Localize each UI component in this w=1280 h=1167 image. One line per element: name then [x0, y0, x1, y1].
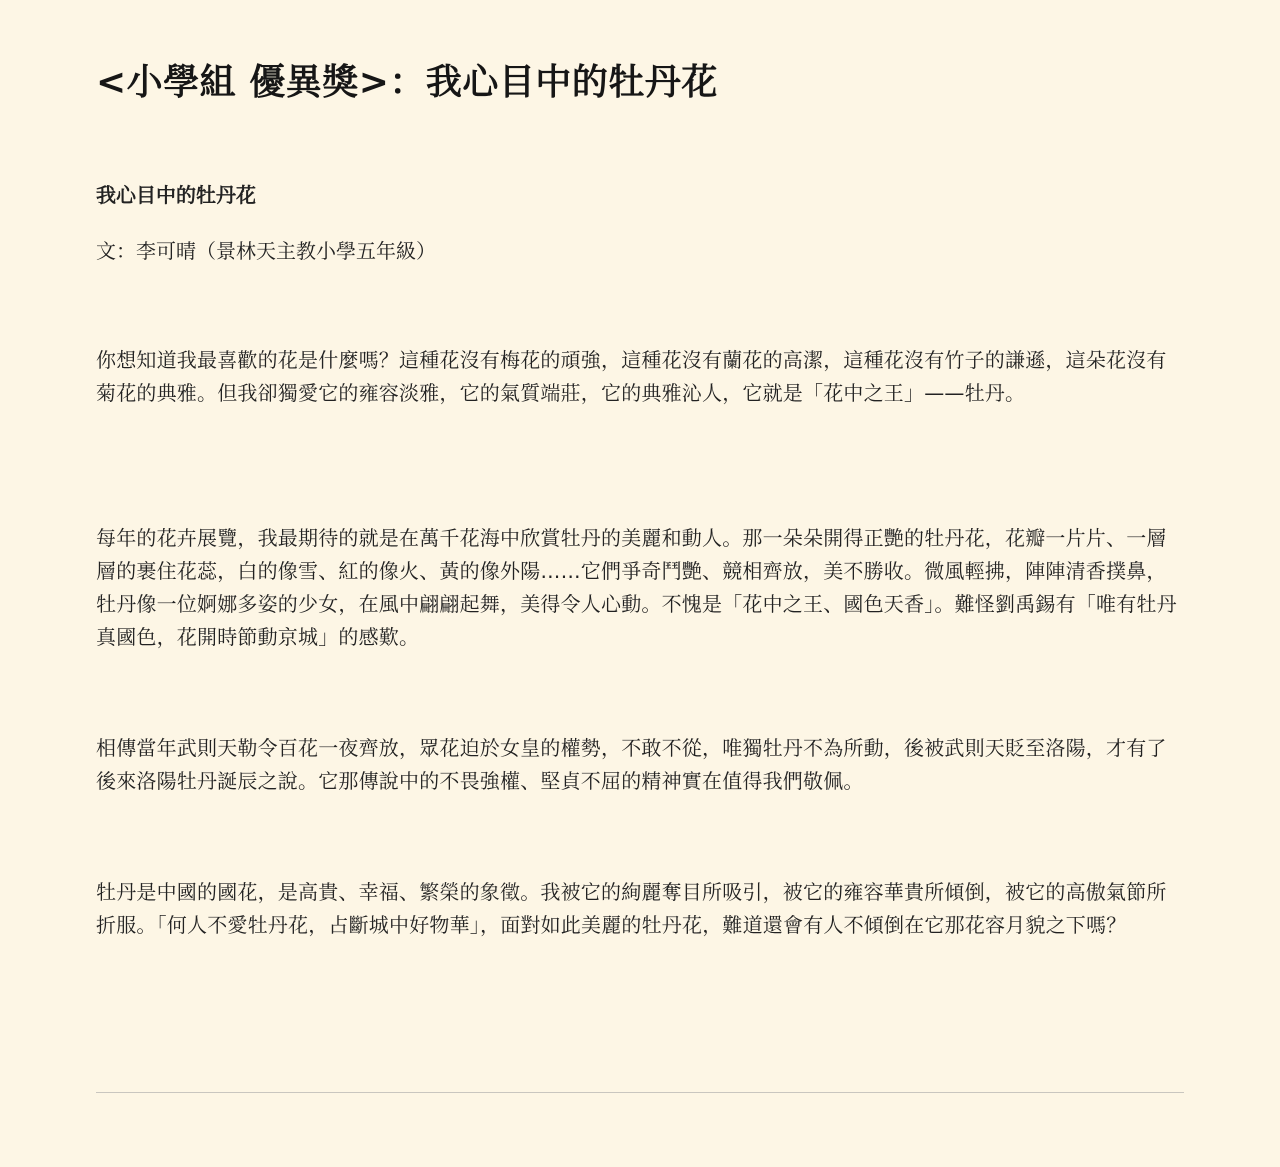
page-title: <小學組 優異獎>：我心目中的牡丹花 [96, 62, 718, 103]
paragraph-2: 每年的花卉展覽，我最期待的就是在萬千花海中欣賞牡丹的美麗和動人。那一朵朵開得正艷的牡丹花，花瓣一片片、一層層的裹住花蕊，白的像雪、紅的像火、黃的像外陽……它們爭奇鬥艷、競相齊放，美不勝收。微風輕拂，陣陣清香撲鼻，牡丹像一位婀娜多姿的少女，在風中翩翩起舞，美得令人心動。不愧是「花中之王、國色天香」。難怪劉禹錫有「唯有牡丹真國色，花開時節動京城」的感歎。 [96, 526, 1177, 649]
paragraph-3: 相傳當年武則天勒令百花一夜齊放，眾花迫於女皇的權勢，不敢不從，唯獨牡丹不為所動，後被武則天貶至洛陽，才有了後來洛陽牡丹誕辰之說。它那傳說中的不畏強權、堅貞不屈的精神實在值得我們敬佩。 [96, 736, 1167, 793]
footer-divider [96, 1092, 1184, 1093]
author-byline: 文：李可晴（景林天主教小學五年級） [96, 239, 436, 263]
paragraph-1: 你想知道我最喜歡的花是什麼嗎？這種花沒有梅花的頑強，這種花沒有蘭花的高潔，這種花沒有竹子的謙遜，這朵花沒有菊花的典雅。但我卻獨愛它的雍容淡雅，它的氣質端莊，它的典雅沁人，它就是「花中之王」——牡丹。 [96, 348, 1167, 405]
essay-subtitle: 我心目中的牡丹花 [96, 183, 256, 207]
paragraph-4: 牡丹是中國的國花，是高貴、幸福、繁榮的象徵。我被它的絢麗奪目所吸引，被它的雍容華貴所傾倒，被它的高傲氣節所折服。「何人不愛牡丹花，占斷城中好物華」，面對如此美麗的牡丹花，難道還會有人不傾倒在它那花容月貌之下嗎？ [96, 880, 1167, 937]
